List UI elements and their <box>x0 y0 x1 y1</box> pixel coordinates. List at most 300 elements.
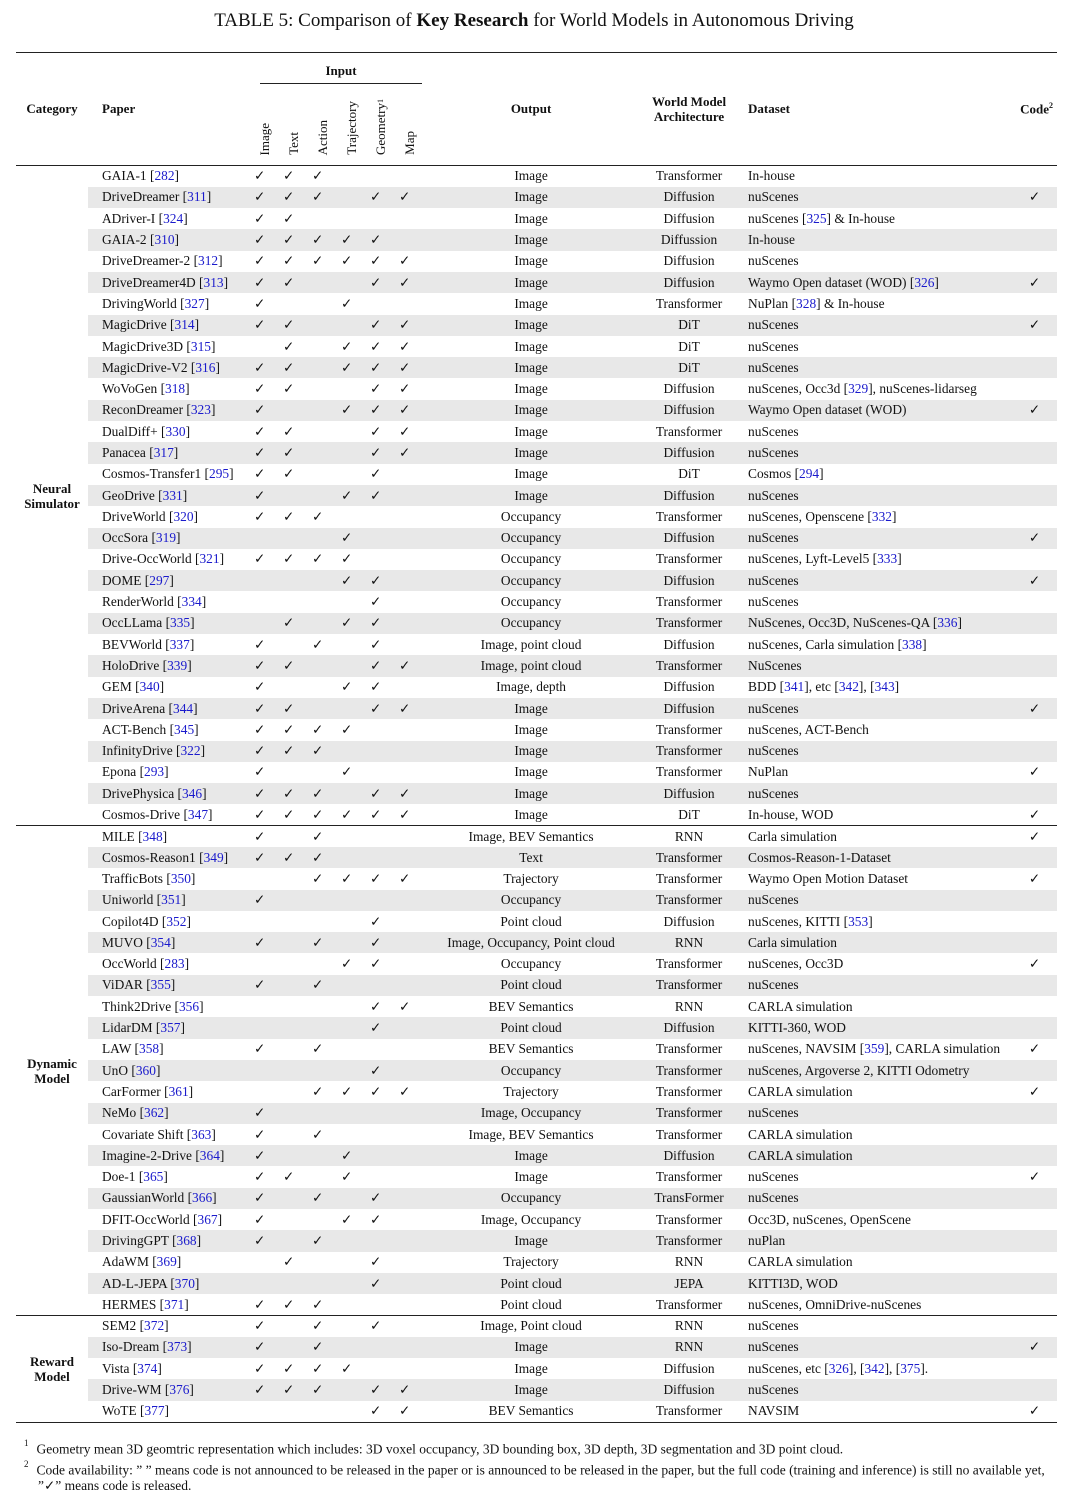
architecture-cell: Transformer <box>638 613 740 634</box>
paper-cell: LidarDM [357] <box>88 1017 250 1038</box>
dataset-cell: KITTI3D, WOD <box>740 1273 1007 1294</box>
check-mark: ✓ <box>312 1190 324 1206</box>
input-geometry-cell <box>366 890 395 911</box>
paper-name: Think2Drive <box>102 998 172 1014</box>
architecture-cell: Transformer <box>655 295 723 311</box>
input-image-cell <box>250 1166 279 1187</box>
output-cell: Image <box>514 806 548 822</box>
paper-cell: Panacea [317] <box>88 442 250 463</box>
check-mark: ✓ <box>399 657 411 673</box>
input-trajectory-cell <box>337 890 366 911</box>
check-mark: ✓ <box>254 1105 266 1121</box>
citation-link[interactable]: 371 <box>164 1296 185 1312</box>
paper-cell: GAIA-1 [282] <box>102 168 179 184</box>
code-cell <box>1007 1230 1057 1251</box>
output-cell: Image <box>424 187 638 208</box>
citation-link[interactable]: 366 <box>192 1190 213 1206</box>
architecture-cell: Diffusion <box>638 485 740 506</box>
paper-cell: DFIT-OccWorld [367] <box>102 1211 223 1227</box>
citation-link[interactable]: 356 <box>178 998 200 1014</box>
check-mark: ✓ <box>312 870 324 886</box>
citation-link[interactable]: 326 <box>914 274 935 290</box>
output-cell: Occupancy <box>500 594 562 610</box>
check-mark: ✓ <box>254 785 266 801</box>
input-map-cell <box>395 1273 424 1294</box>
check-mark: ✓ <box>370 1382 382 1398</box>
architecture-cell: Diffusion <box>638 698 740 719</box>
check-mark: ✓ <box>370 487 382 503</box>
table-row <box>16 528 1057 549</box>
citation-link[interactable]: 317 <box>153 445 174 460</box>
input-geometry-cell <box>366 400 395 421</box>
citation-link[interactable]: 332 <box>871 508 892 524</box>
output-cell: Point cloud <box>424 1017 638 1038</box>
dataset-cell: CARLA simulation <box>748 1083 853 1099</box>
input-map-cell <box>395 336 424 357</box>
check-mark: ✓ <box>312 1382 324 1398</box>
citation-link[interactable]: 358 <box>139 1041 160 1057</box>
code-cell <box>1007 655 1057 676</box>
input-action-cell <box>308 1358 337 1379</box>
paper-name: Imagine-2-Drive <box>102 1147 192 1163</box>
citation-link[interactable]: 319 <box>155 530 177 546</box>
check-mark: ✓ <box>312 232 324 248</box>
architecture-cell: Diffusion <box>638 528 740 549</box>
code-cell <box>1007 357 1057 378</box>
input-map-cell <box>395 1060 424 1081</box>
input-action-cell <box>308 975 337 996</box>
citation-link[interactable]: 323 <box>190 402 211 418</box>
input-image-cell <box>250 506 279 527</box>
citation-link[interactable]: 282 <box>154 168 175 184</box>
check-mark: ✓ <box>399 381 411 397</box>
table-row <box>16 932 1057 953</box>
input-image-cell <box>250 251 279 272</box>
paper-cell: Epona [293] <box>102 764 169 780</box>
code-cell <box>1007 996 1057 1017</box>
input-trajectory-cell <box>337 1124 366 1145</box>
citation-link[interactable]: 347 <box>187 806 209 822</box>
citation-link[interactable]: 294 <box>799 466 820 482</box>
paper-name: ViDAR <box>102 977 143 993</box>
code-cell <box>1007 1316 1057 1337</box>
paper-cell: DualDiff+ [330] <box>102 423 191 439</box>
citation-link[interactable]: 313 <box>203 274 224 290</box>
citation-link[interactable]: 376 <box>169 1382 190 1398</box>
input-trajectory-cell <box>337 336 366 357</box>
paper-cell: UnO [360] <box>88 1060 250 1081</box>
check-mark: ✓ <box>370 445 382 460</box>
check-mark: ✓ <box>341 572 353 588</box>
citation-link[interactable]: 359 <box>864 1041 885 1057</box>
citation-link[interactable]: 374 <box>137 1360 158 1376</box>
check-mark: ✓ <box>254 934 266 950</box>
citation-link[interactable]: 355 <box>150 977 171 993</box>
table-row <box>16 804 1057 825</box>
input-map-cell <box>395 1294 424 1315</box>
citation-link[interactable]: 334 <box>181 594 202 610</box>
output-cell: Image <box>514 253 548 269</box>
input-text-cell <box>279 1145 308 1166</box>
dataset-cell: CARLA simulation <box>748 1126 853 1142</box>
input-trajectory-cell <box>337 1209 366 1230</box>
citation-link[interactable]: 352 <box>166 913 187 929</box>
dataset-cell: Cosmos [294] <box>748 466 824 482</box>
check-mark: ✓ <box>341 870 353 886</box>
citation-link[interactable]: 297 <box>149 572 170 588</box>
output-cell: Point cloud <box>424 975 638 996</box>
input-geometry-cell <box>366 464 395 485</box>
paper-cell: DrivingGPT [368] <box>88 1230 250 1251</box>
citation-link[interactable]: 364 <box>199 1147 220 1163</box>
paper-cell: Cosmos-Transfer1 [295] <box>102 466 234 482</box>
citation-link[interactable]: 337 <box>169 636 190 652</box>
citation-link[interactable]: 315 <box>190 338 211 354</box>
citation-link[interactable]: 345 <box>174 721 195 737</box>
input-action-cell <box>308 1316 337 1337</box>
citation-link[interactable]: 344 <box>173 700 194 716</box>
dataset-cell: nuScenes <box>740 1316 1007 1337</box>
input-image-cell <box>250 1209 279 1230</box>
input-image-cell <box>250 570 279 591</box>
output-cell: Image <box>514 764 548 780</box>
citation-link[interactable]: 293 <box>144 764 165 780</box>
check-mark: ✓ <box>254 764 266 780</box>
citation-link[interactable]: 370 <box>174 1275 195 1291</box>
citation-link[interactable]: 342 <box>864 1360 885 1376</box>
check-mark: ✓ <box>1028 956 1041 972</box>
table-row <box>16 464 1057 485</box>
input-image-cell <box>250 549 279 570</box>
check-mark: ✓ <box>1028 189 1041 205</box>
footnote-1-mark: 1 <box>24 1438 29 1448</box>
input-action-cell <box>308 528 337 549</box>
citation-link[interactable]: 336 <box>937 615 958 631</box>
citation-link[interactable]: 325 <box>806 210 827 226</box>
output-cell: Image, Point cloud <box>424 1316 638 1337</box>
input-map-cell <box>395 783 424 804</box>
check-mark: ✓ <box>283 508 295 524</box>
citation-link[interactable]: 310 <box>154 232 175 248</box>
input-image-cell <box>250 890 279 911</box>
input-trajectory-cell <box>337 485 366 506</box>
input-image-cell <box>250 1252 279 1273</box>
input-trajectory-cell <box>337 783 366 804</box>
citation-link[interactable]: 346 <box>181 785 203 801</box>
code-cell <box>1007 762 1057 783</box>
check-mark: ✓ <box>283 317 295 333</box>
architecture-cell: DiT <box>678 466 700 482</box>
citation-link[interactable]: 328 <box>796 295 817 311</box>
citation-link[interactable]: 322 <box>180 743 201 759</box>
input-trajectory-cell <box>337 1166 366 1187</box>
input-geometry-cell <box>366 251 395 272</box>
paper-cell: BEVWorld [337] <box>102 636 195 652</box>
paper-name: HoloDrive <box>102 657 160 673</box>
citation-link[interactable]: 342 <box>838 679 859 695</box>
citation-link[interactable]: 331 <box>162 487 183 503</box>
check-mark: ✓ <box>283 615 295 631</box>
input-image-cell <box>250 677 279 698</box>
input-text-cell <box>279 1060 308 1081</box>
paper-cell: GEM [340] <box>102 679 165 695</box>
check-mark: ✓ <box>370 1318 382 1334</box>
citation-link[interactable]: 314 <box>174 317 195 333</box>
input-text-cell <box>279 847 308 868</box>
check-mark: ✓ <box>254 1382 266 1398</box>
dataset-cell: nuScenes <box>740 1188 1007 1209</box>
dataset-cell: nuScenes [325] & In-house <box>748 210 895 226</box>
input-text-cell <box>279 741 308 762</box>
dataset-cell: nuScenes <box>748 594 799 610</box>
input-text-cell <box>279 272 308 293</box>
table-row <box>16 1188 1057 1209</box>
check-mark: ✓ <box>312 253 324 269</box>
architecture-cell: Transformer <box>655 870 723 886</box>
table-row <box>16 698 1057 719</box>
check-mark: ✓ <box>341 806 353 822</box>
input-trajectory-cell <box>337 272 366 293</box>
input-action-cell <box>308 570 337 591</box>
output-cell: Image <box>514 1169 548 1185</box>
dataset-cell: BDD [341], etc [342], [343] <box>748 679 900 695</box>
input-text-cell <box>279 804 308 825</box>
output-cell: Image, BEV Semantics <box>424 826 638 847</box>
citation-link[interactable]: 333 <box>877 551 898 567</box>
citation-link[interactable]: 350 <box>170 870 191 886</box>
paper-name: Uniworld <box>102 892 154 908</box>
citation-link[interactable]: 368 <box>176 1232 197 1248</box>
input-text-cell <box>279 591 308 612</box>
paper-name: Panacea <box>102 445 146 460</box>
architecture-cell: Transformer <box>655 1041 723 1057</box>
input-action-cell <box>308 506 337 527</box>
input-map-cell <box>395 1166 424 1187</box>
dataset-cell: nuScenes <box>740 741 1007 762</box>
citation-link[interactable]: 341 <box>784 679 805 695</box>
paper-name: Cosmos-Drive <box>102 806 181 822</box>
input-trajectory-cell <box>337 996 366 1017</box>
citation-link[interactable]: 375 <box>900 1360 921 1376</box>
input-geometry-cell <box>366 1252 395 1273</box>
paper-cell: MagicDrive3D [315] <box>102 338 216 354</box>
paper-cell: ADriver-I [324] <box>102 210 188 226</box>
dataset-cell: nuScenes <box>748 1169 799 1185</box>
input-trajectory-cell <box>337 315 366 336</box>
citation-link[interactable]: 338 <box>902 636 923 652</box>
check-mark: ✓ <box>312 636 324 652</box>
paper-cell: Uniworld [351] <box>88 890 250 911</box>
check-mark: ✓ <box>254 977 266 993</box>
code-cell <box>1007 1017 1057 1038</box>
table-caption <box>0 10 1068 32</box>
input-trajectory-cell <box>337 1358 366 1379</box>
check-mark: ✓ <box>312 508 324 524</box>
code-cell <box>1007 421 1057 442</box>
output-cell: Image <box>424 1230 638 1251</box>
architecture-cell: DiT <box>638 357 740 378</box>
citation-link[interactable]: 353 <box>848 913 869 929</box>
citation-link[interactable]: 311 <box>187 189 207 205</box>
input-map-cell <box>395 166 424 187</box>
citation-link[interactable]: 330 <box>165 423 186 439</box>
input-map-cell <box>395 953 424 974</box>
output-cell: BEV Semantics <box>488 998 574 1014</box>
input-text-cell <box>279 890 308 911</box>
input-action-cell <box>308 847 337 868</box>
paper-name: MILE <box>102 828 135 844</box>
dataset-cell: nuScenes, Argoverse 2, KITTI Odometry <box>740 1060 1007 1081</box>
output-cell: Image <box>514 295 548 311</box>
citation-link[interactable]: 357 <box>160 1020 181 1036</box>
check-mark: ✓ <box>1028 1403 1041 1419</box>
input-trajectory-cell <box>337 506 366 527</box>
input-trajectory-cell <box>337 975 366 996</box>
paper-name: TrafficBots <box>102 870 164 886</box>
input-action-cell <box>308 1145 337 1166</box>
citation-link[interactable]: 367 <box>197 1211 218 1227</box>
architecture-cell: DiT <box>678 806 700 822</box>
header-code <box>1007 53 1057 166</box>
table-row <box>16 868 1057 889</box>
input-image-cell <box>250 1230 279 1251</box>
input-trajectory-cell <box>337 442 366 463</box>
check-mark: ✓ <box>312 977 324 993</box>
citation-link[interactable]: 318 <box>165 381 186 397</box>
check-mark: ✓ <box>312 785 324 801</box>
citation-link[interactable]: 373 <box>167 1339 188 1355</box>
code-cell <box>1007 1252 1057 1273</box>
input-map-cell <box>395 1188 424 1209</box>
citation-link[interactable]: 349 <box>203 849 224 865</box>
code-cell <box>1007 272 1057 293</box>
citation-link[interactable]: 340 <box>139 679 160 695</box>
citation-link[interactable]: 320 <box>173 508 194 524</box>
citation-link[interactable]: 351 <box>161 892 182 908</box>
citation-link[interactable]: 283 <box>164 956 185 972</box>
input-image-cell <box>250 464 279 485</box>
table-row <box>16 1081 1057 1102</box>
citation-link[interactable]: 372 <box>144 1318 165 1334</box>
paper-name: DFIT-OccWorld <box>102 1211 190 1227</box>
check-mark: ✓ <box>370 998 382 1014</box>
citation-link[interactable]: 339 <box>167 657 188 673</box>
citation-link[interactable]: 324 <box>163 210 184 226</box>
header-input-trajectory <box>337 88 366 165</box>
citation-link[interactable]: 327 <box>184 295 205 311</box>
input-text-cell <box>279 655 308 676</box>
input-map-cell <box>395 868 424 889</box>
check-mark: ✓ <box>370 338 382 354</box>
input-trajectory-cell <box>337 464 366 485</box>
header-paper: Paper <box>88 53 250 166</box>
citation-link[interactable]: 348 <box>142 828 163 844</box>
input-geometry-cell <box>366 655 395 676</box>
table-row <box>16 549 1057 570</box>
citation-link[interactable]: 335 <box>170 615 191 631</box>
citation-link[interactable]: 329 <box>848 381 869 397</box>
citation-link[interactable]: 369 <box>156 1254 177 1270</box>
check-mark: ✓ <box>312 849 324 865</box>
citation-link[interactable]: 361 <box>168 1083 189 1099</box>
table-row <box>16 890 1057 911</box>
citation-link[interactable]: 312 <box>198 253 219 269</box>
architecture-cell: Diffusion <box>638 1379 740 1400</box>
input-trajectory-cell <box>337 1401 366 1422</box>
input-text-cell <box>279 378 308 399</box>
input-text-cell <box>279 1337 308 1358</box>
code-cell <box>1007 975 1057 996</box>
citation-link[interactable]: 363 <box>191 1126 212 1142</box>
paper-cell: HoloDrive [339] <box>88 655 250 676</box>
table-body <box>16 166 1057 1423</box>
input-map-cell <box>395 1017 424 1038</box>
input-geometry-cell <box>366 336 395 357</box>
citation-link[interactable]: 321 <box>199 551 220 567</box>
check-mark: ✓ <box>283 551 295 567</box>
input-map-cell <box>395 1401 424 1422</box>
check-mark: ✓ <box>283 1254 295 1270</box>
citation-link[interactable]: 354 <box>150 934 171 950</box>
output-cell: Point cloud <box>500 913 562 929</box>
header-input-trajectory-label: Trajectory <box>344 101 359 155</box>
input-geometry-cell <box>366 166 395 187</box>
table-row <box>16 975 1057 996</box>
dataset-cell: NAVSIM <box>748 1403 800 1419</box>
input-text-cell <box>279 719 308 740</box>
header-architecture <box>638 53 740 166</box>
citation-link[interactable]: 362 <box>144 1105 165 1121</box>
input-action-cell <box>308 208 337 229</box>
dataset-cell: nuScenes <box>748 338 799 354</box>
citation-link[interactable]: 316 <box>195 359 216 375</box>
check-mark: ✓ <box>283 232 295 248</box>
check-mark: ✓ <box>283 210 295 226</box>
citation-link[interactable]: 295 <box>209 466 230 482</box>
citation-link[interactable]: 360 <box>135 1062 156 1078</box>
paper-name: DriveDreamer <box>102 189 180 205</box>
code-cell <box>1007 1124 1057 1145</box>
paper-cell: RenderWorld [334] <box>102 594 207 610</box>
architecture-cell: JEPA <box>638 1273 740 1294</box>
paper-name: SEM2 <box>102 1318 137 1334</box>
input-text-cell <box>279 506 308 527</box>
input-geometry-cell <box>366 315 395 336</box>
output-cell: Image <box>514 381 548 397</box>
dataset-cell: CARLA simulation <box>748 998 853 1014</box>
input-image-cell <box>250 208 279 229</box>
dataset-cell: nuScenes <box>740 315 1007 336</box>
table-row <box>16 1103 1057 1124</box>
check-mark: ✓ <box>370 956 382 972</box>
input-geometry-cell <box>366 1039 395 1060</box>
input-action-cell <box>308 1188 337 1209</box>
input-image-cell <box>250 400 279 421</box>
input-map-cell <box>395 549 424 570</box>
output-cell: Image <box>424 400 638 421</box>
input-map-cell <box>395 187 424 208</box>
citation-link[interactable]: 377 <box>144 1403 165 1419</box>
dataset-cell: CARLA simulation <box>740 1145 1007 1166</box>
citation-link[interactable]: 326 <box>828 1360 849 1376</box>
citation-link[interactable]: 343 <box>874 679 895 695</box>
code-cell <box>1007 251 1057 272</box>
input-image-cell <box>250 315 279 336</box>
citation-link[interactable]: 365 <box>143 1169 164 1185</box>
category-cell: Dynamic Model <box>16 826 88 1316</box>
paper-cell: Think2Drive [356] <box>102 998 204 1014</box>
paper-cell: InfinityDrive [322] <box>88 741 250 762</box>
